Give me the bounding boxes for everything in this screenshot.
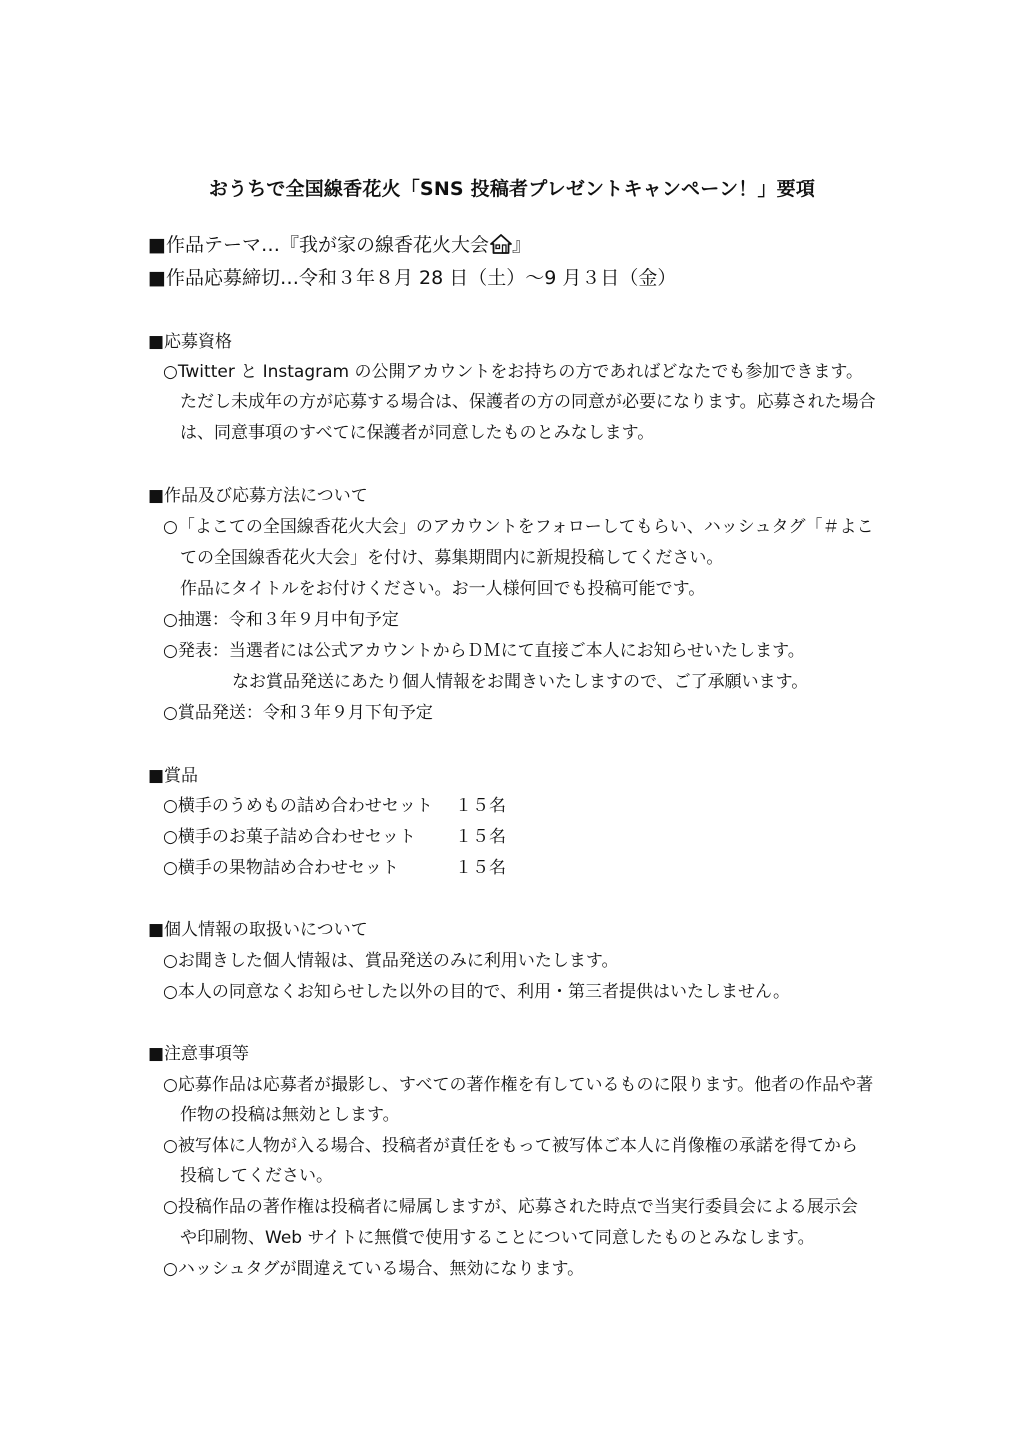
notes-heading: ■注意事項等 <box>148 1044 250 1064</box>
method-line: ○「よこての全国線香花火大会」のアカウントをフォローしてもらい、ハッシュタグ「＃よこ <box>163 517 874 537</box>
method-heading: ■作品及び応募方法について <box>148 486 368 506</box>
notes-line: 作物の投稿は無効とします。 <box>180 1105 400 1125</box>
notes-line: や印刷物、Web サイトに無償で使用することについて同意したものとみなします。 <box>180 1228 815 1248</box>
deadline-line: ■作品応募締切…令和３年８月 28 日（土）～9 月３日（金） <box>148 267 677 289</box>
privacy-heading: ■個人情報の取扱いについて <box>148 920 368 940</box>
prize-item <box>163 794 506 818</box>
method-line: ○賞品発送：令和３年９月下旬予定 <box>163 703 433 723</box>
prizes-heading: ■賞品 <box>148 766 199 786</box>
privacy-line: ○お聞きした個人情報は、賞品発送のみに利用いたします。 <box>163 951 619 971</box>
prize-name: ○横手のお菓子詰め合わせセット <box>163 827 416 847</box>
house-icon <box>490 234 512 261</box>
method-line: 作品にタイトルをお付けください。お一人様何回でも投稿可能です。 <box>180 579 706 599</box>
prize-item <box>163 856 506 880</box>
prize-item <box>163 825 506 849</box>
notes-line: ○応募作品は応募者が撮影し、すべての著作権を有しているものに限ります。他者の作品や著 <box>163 1075 874 1095</box>
prize-count: １５名 <box>455 827 506 847</box>
method-line: なお賞品発送にあたり個人情報をお聞きいたしますので、ご了承願います。 <box>232 672 809 692</box>
notes-line: ○ハッシュタグが間違えている場合、無効になります。 <box>163 1259 585 1279</box>
theme-close: 』 <box>511 234 531 256</box>
notes-line: 投稿してください。 <box>180 1166 333 1186</box>
privacy-line: ○本人の同意なくお知らせした以外の目的で、利用・第三者提供はいたしません。 <box>163 982 791 1002</box>
theme-text: ■作品テーマ…『我が家の線香花火大会 <box>148 234 489 256</box>
eligibility-line: ただし未成年の方が応募する場合は、保護者の方の同意が必要になります。応募された場合 <box>180 392 876 412</box>
eligibility-line: ○Twitter と Instagram の公開アカウントをお持ちの方であればどなたでも参加できます。 <box>163 362 863 382</box>
prize-count: １５名 <box>455 796 506 816</box>
theme-line <box>148 232 531 261</box>
method-line: ○抽選：令和３年９月中旬予定 <box>163 610 399 630</box>
notes-line: ○被写体に人物が入る場合、投稿者が責任をもって被写体ご本人に肖像権の承諾を得てから <box>163 1136 858 1156</box>
prize-count: １５名 <box>455 858 506 878</box>
page-title: おうちで全国線香花火「SNS 投稿者プレゼントキャンペーン！」要項 <box>208 178 816 200</box>
method-line: ○発表：当選者には公式アカウントからＤＭにて直接ご本人にお知らせいたします。 <box>163 641 805 661</box>
eligibility-heading: ■応募資格 <box>148 332 233 352</box>
prize-name: ○横手のうめもの詰め合わせセット <box>163 796 433 816</box>
method-line: ての全国線香花火大会」を付け、募集期間内に新規投稿してください。 <box>180 548 724 568</box>
notes-line: ○投稿作品の著作権は投稿者に帰属しますが、応募された時点で当実行委員会による展示会 <box>163 1197 858 1217</box>
prize-name: ○横手の果物詰め合わせセット <box>163 858 399 878</box>
eligibility-line: は、同意事項のすべてに保護者が同意したものとみなします。 <box>180 423 655 443</box>
